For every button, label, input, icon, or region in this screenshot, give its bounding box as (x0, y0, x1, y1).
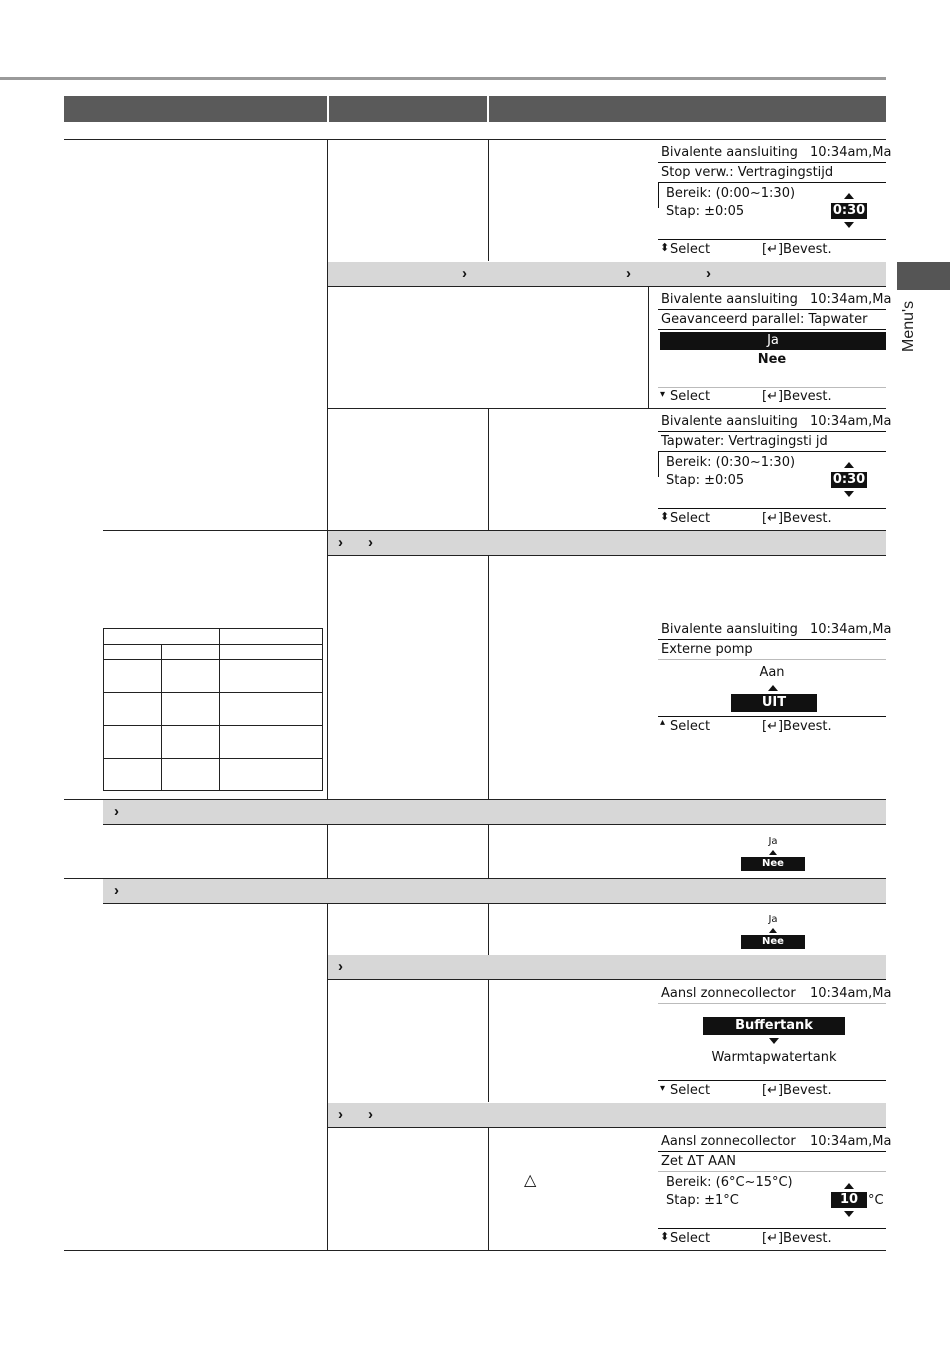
screen-footer-select: Select (670, 1231, 711, 1246)
screen-title: Bivalente aansluiting (661, 292, 798, 307)
option-other: Nee (757, 352, 787, 367)
screen-time: 10:34am,Ma (810, 292, 892, 307)
screen-rule (658, 451, 886, 452)
grid-line (103, 903, 886, 904)
screen-footer-select: Select (670, 242, 711, 257)
screen-step: Stap: ±0:05 (666, 204, 745, 219)
grid-line (488, 824, 489, 878)
screen-rule (658, 1171, 886, 1172)
screen-time: 10:34am,Ma (810, 622, 892, 637)
grid-line (103, 644, 322, 645)
screen-title: Bivalente aansluiting (661, 414, 798, 429)
screen-time: 10:34am,Ma (810, 145, 892, 160)
grid-line (327, 824, 328, 878)
option-selected: Ja (660, 332, 886, 350)
lcd-screen-stop-delay (658, 143, 892, 261)
option-selected: Buffertank (703, 1017, 845, 1035)
up-arrow-icon (768, 685, 778, 691)
screen-step: Stap: ±1°C (666, 1193, 739, 1208)
down-arrow-icon: ▾ (660, 389, 666, 400)
screen-title: Bivalente aansluiting (661, 145, 798, 160)
screen-rule (658, 451, 659, 477)
triangle-icon: △ (524, 1172, 537, 1189)
screen-rule (658, 716, 886, 717)
up-arrow-icon (769, 850, 777, 855)
screen-rule (658, 162, 886, 163)
screen-footer-confirm: [↵]Bevest. (762, 719, 832, 734)
up-down-icon: ⬍ (660, 510, 670, 523)
grid-line (327, 531, 328, 799)
up-arrow-icon (769, 928, 777, 933)
option-other: Aan (759, 665, 785, 680)
grid-line (488, 408, 489, 530)
screen-subtitle: Externe pomp (661, 642, 753, 657)
section-band (328, 262, 886, 286)
grid-line (488, 1127, 489, 1250)
screen-footer-select: Select (670, 511, 711, 526)
screen-range: Bereik: (6°C~15°C) (666, 1175, 793, 1190)
grid-line (103, 824, 886, 825)
chevron-right-icon: › (338, 534, 343, 551)
chevron-right-icon: › (706, 265, 711, 282)
screen-footer-confirm: [↵]Bevest. (762, 389, 832, 404)
section-band (328, 955, 886, 979)
screen-value: 0:30 (832, 472, 866, 487)
grid-line (328, 555, 886, 556)
screen-rule (658, 239, 886, 240)
grid-line (648, 286, 649, 408)
screen-range: Bereik: (0:00~1:30) (666, 186, 796, 201)
option-selected: UIT (731, 694, 817, 712)
option-other: Ja (768, 836, 778, 847)
side-tab-label: Menu's (900, 300, 917, 352)
chevron-right-icon: › (626, 265, 631, 282)
table-header-col3 (489, 96, 886, 122)
grid-line (103, 725, 322, 726)
screen-range: Bereik: (0:30~1:30) (666, 455, 796, 470)
up-arrow-icon: ▴ (660, 717, 666, 728)
screen-subtitle: Zet ΔT AAN (661, 1154, 736, 1169)
lcd-screen-solar-tank (658, 984, 892, 1102)
grid-line (327, 139, 328, 261)
screen-footer-confirm: [↵]Bevest. (762, 242, 832, 257)
up-down-icon: ⬍ (660, 241, 670, 254)
grid-line (488, 979, 489, 1102)
screen-title: Bivalente aansluiting (661, 622, 798, 637)
screen-rule (658, 431, 886, 432)
screen-value: 0:30 (832, 203, 866, 218)
small-table (103, 628, 323, 791)
grid-line (64, 139, 886, 140)
down-arrow-icon: ▾ (660, 1083, 666, 1094)
screen-rule (658, 387, 886, 388)
screen-rule (658, 182, 659, 208)
chevron-right-icon: › (114, 803, 119, 820)
option-selected: Nee (741, 935, 805, 949)
screen-title: Aansl zonnecollector (661, 1134, 796, 1149)
screen-rule (658, 309, 886, 310)
up-arrow-icon (844, 193, 854, 199)
grid-line (328, 286, 886, 287)
screen-rule (658, 329, 886, 330)
screen-rule (658, 659, 886, 660)
screen-step: Stap: ±0:05 (666, 473, 745, 488)
grid-line (64, 1250, 886, 1251)
down-arrow-icon (844, 491, 854, 497)
screen-title: Aansl zonnecollector (661, 986, 796, 1001)
up-arrow-icon (844, 1183, 854, 1189)
section-band (328, 1103, 886, 1127)
lcd-screen-external-pump (658, 620, 892, 740)
screen-rule (658, 639, 886, 640)
screen-footer-select: Select (670, 1083, 711, 1098)
option-selected: Nee (741, 857, 805, 871)
lcd-screen-advanced-parallel (658, 290, 892, 408)
mini-selector-2 (740, 914, 806, 950)
section-band (103, 800, 886, 824)
screen-unit: °C (868, 1193, 884, 1208)
chevron-right-icon: › (338, 958, 343, 975)
table-header-col1 (64, 96, 327, 122)
chevron-right-icon: › (368, 1106, 373, 1123)
screen-rule (658, 182, 886, 183)
screen-subtitle: Tapwater: Vertragingsti jd (661, 434, 828, 449)
grid-line (103, 758, 322, 759)
screen-rule (658, 1080, 886, 1081)
chevron-right-icon: › (462, 265, 467, 282)
option-other: Ja (768, 914, 778, 925)
screen-rule (658, 1151, 886, 1152)
lcd-screen-dhw-delay (658, 412, 892, 530)
mini-selector-1 (740, 836, 806, 872)
screen-value: 10 (831, 1192, 867, 1208)
screen-footer-select: Select (670, 719, 711, 734)
grid-line (161, 644, 162, 790)
side-tab (897, 262, 950, 290)
grid-line (103, 659, 322, 660)
screen-time: 10:34am,Ma (810, 414, 892, 429)
top-rule (0, 77, 886, 80)
grid-line (488, 903, 489, 955)
up-down-icon: ⬍ (660, 1230, 670, 1243)
screen-subtitle: Stop verw.: Vertragingstijd (661, 165, 834, 180)
screen-rule (658, 508, 886, 509)
screen-footer-select: Select (670, 389, 711, 404)
table-header-col2 (329, 96, 487, 122)
grid-line (488, 555, 489, 799)
lcd-screen-solar-delta-t (658, 1132, 892, 1250)
screen-rule (658, 1003, 886, 1004)
chevron-right-icon: › (114, 882, 119, 899)
screen-time: 10:34am,Ma (810, 1134, 892, 1149)
grid-line (103, 692, 322, 693)
screen-footer-confirm: [↵]Bevest. (762, 511, 832, 526)
screen-rule (658, 1228, 886, 1229)
chevron-right-icon: › (338, 1106, 343, 1123)
screen-footer-confirm: [↵]Bevest. (762, 1231, 832, 1246)
grid-line (219, 628, 220, 790)
grid-line (328, 979, 886, 980)
down-arrow-icon (769, 1038, 779, 1044)
grid-line (328, 1127, 886, 1128)
option-other: Warmtapwatertank (711, 1050, 837, 1065)
up-arrow-icon (844, 462, 854, 468)
down-arrow-icon (844, 222, 854, 228)
section-band (103, 879, 886, 903)
grid-line (328, 408, 886, 409)
grid-line (488, 139, 489, 261)
screen-subtitle: Geavanceerd parallel: Tapwater (661, 312, 868, 327)
screen-footer-confirm: [↵]Bevest. (762, 1083, 832, 1098)
section-band (328, 531, 886, 555)
screen-time: 10:34am,Ma (810, 986, 892, 1001)
chevron-right-icon: › (368, 534, 373, 551)
down-arrow-icon (844, 1211, 854, 1217)
grid-line (327, 261, 328, 531)
